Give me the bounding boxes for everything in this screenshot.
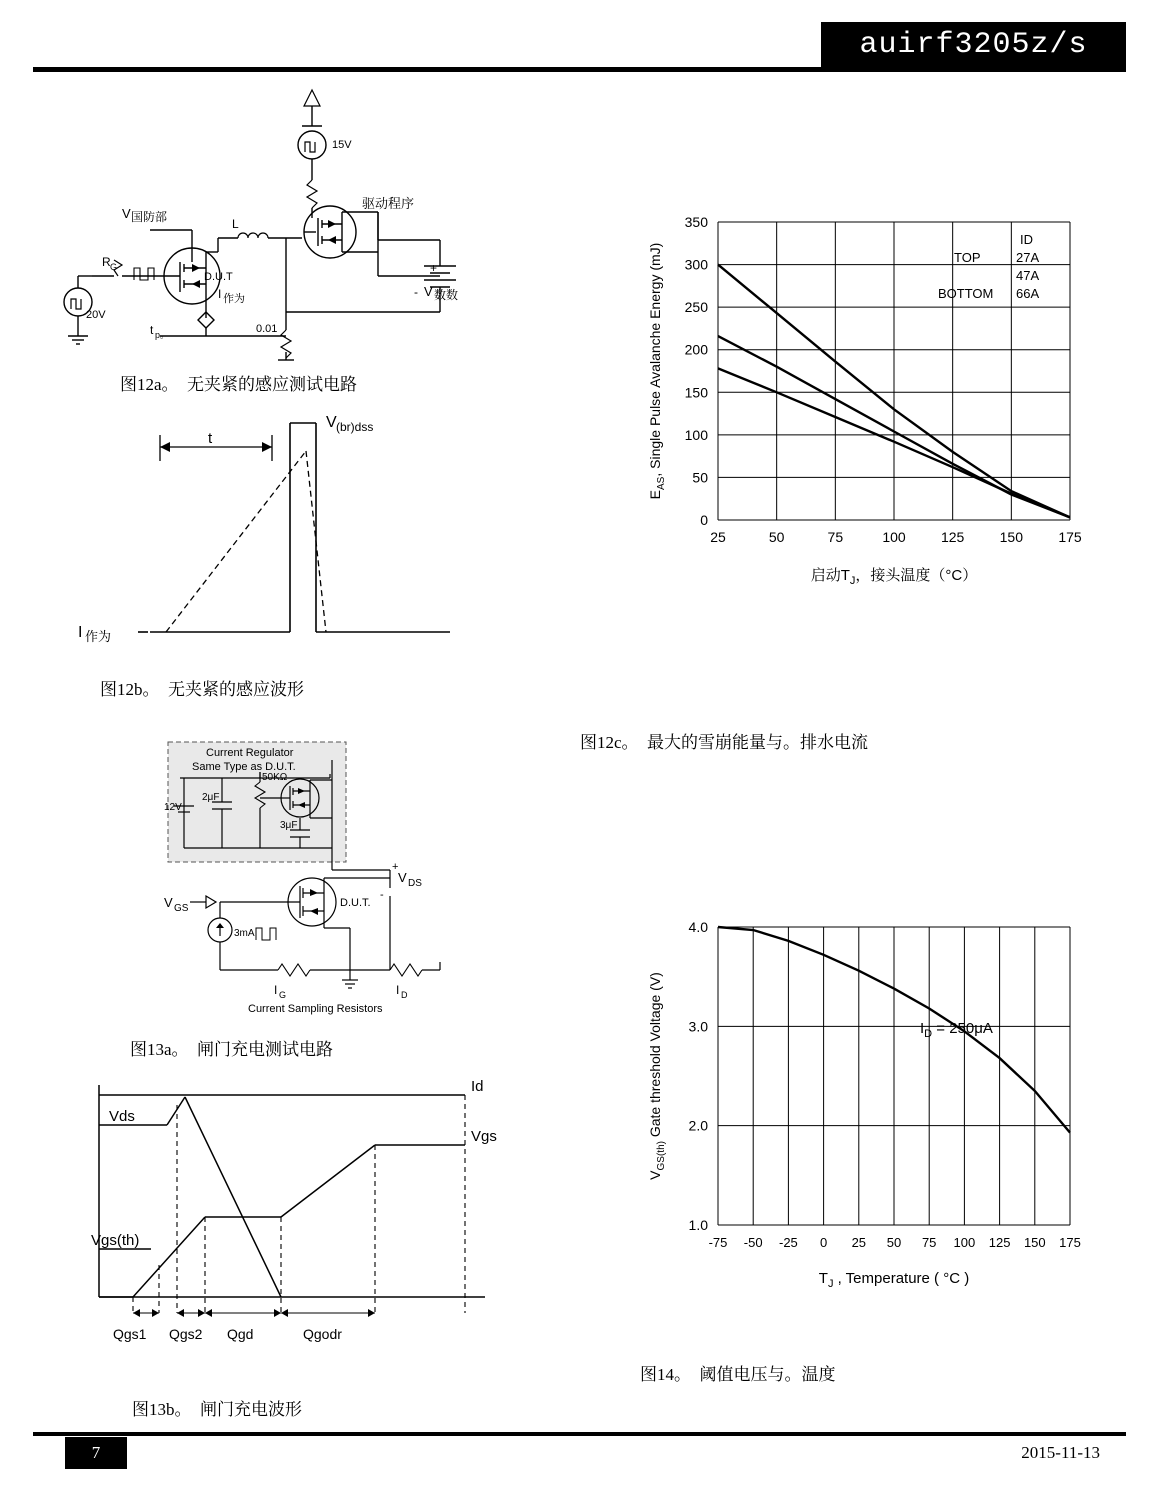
x-tick-label: 175	[1058, 529, 1082, 545]
y-tick-label: 50	[692, 469, 708, 486]
x-tick-label: -75	[708, 1235, 728, 1250]
y-tick-label: 1.0	[688, 1217, 708, 1233]
x-tick-label: 175	[1059, 1235, 1081, 1250]
label-dut2: D.U.T.	[340, 897, 371, 909]
label-dut: D.U.T	[204, 271, 233, 283]
x-tick-label: 100	[882, 529, 906, 545]
y-tick-label: 300	[684, 256, 708, 273]
label-id: I	[396, 983, 400, 997]
label-vdd2: V	[424, 284, 433, 299]
x-tick-label: 150	[1023, 1235, 1046, 1250]
label-id-sub: D	[401, 990, 408, 1000]
x-tick-label: 150	[999, 529, 1024, 545]
y-tick-label: 0	[700, 512, 708, 528]
label-sampling-resistors: Current Sampling Resistors	[248, 1003, 383, 1015]
legend-label-bottom: BOTTOM	[938, 286, 994, 301]
label-3uf: 3μF	[280, 820, 298, 831]
label-vgs-trace: Vgs	[471, 1128, 497, 1145]
figure-12b-waveform	[78, 405, 520, 645]
header-rule	[33, 67, 1126, 72]
label-20v: 20V	[86, 309, 106, 321]
label-same-type: Same Type as D.U.T.	[192, 761, 296, 773]
label-vbrdss-sub: (br)dss	[336, 420, 374, 434]
caption-fig13b-text: 图13b。 闸门充电波形	[132, 1400, 302, 1419]
caption-fig14-text: 图14。 阈值电压与。温度	[640, 1365, 836, 1384]
figure-13b-waveform	[85, 1075, 525, 1345]
label-ias-sub: 作为	[223, 293, 245, 305]
label-qgs1: Qgs1	[113, 1326, 147, 1342]
legend-value-mid: 47A	[1016, 268, 1040, 283]
x-tick-label: -50	[743, 1235, 763, 1250]
x-tick-label: 125	[988, 1235, 1011, 1250]
figure-12c-chart	[620, 200, 1090, 600]
page-number: 7	[91, 1443, 101, 1462]
label-vbrdss: V	[326, 414, 337, 431]
label-ias2: I	[78, 624, 83, 641]
legend-title: ID	[1020, 232, 1033, 247]
label-12v: 12V	[164, 802, 182, 813]
y-tick-label: 250	[684, 299, 708, 316]
caption-fig12c-text: 图12c。 最大的雪崩能量与。排水电流	[580, 733, 869, 752]
legend-value-top: 27A	[1016, 250, 1040, 265]
x-tick-label: 25	[851, 1235, 867, 1250]
label-15v: 15V	[332, 139, 352, 151]
label-shunt: 0.01	[256, 323, 278, 335]
caption-fig12a	[120, 370, 357, 395]
y-axis-title: $E_{AS}$, Single Pulse Avalanche Energy (mJ)	[647, 242, 667, 500]
figure-14-chart	[620, 905, 1090, 1305]
label-minus: -	[380, 889, 384, 901]
caption-fig12b	[100, 675, 304, 700]
x-tick-label: 0	[819, 1235, 828, 1250]
label-bat-minus: -	[414, 285, 418, 299]
chart-annotation: $I_D = 250\mu A$	[920, 1020, 993, 1040]
caption-fig13a-text: 图13a。 闸门充电测试电路	[130, 1040, 334, 1059]
x-tick-label: 75	[921, 1235, 937, 1250]
label-tp-sub2: 。	[160, 330, 170, 340]
x-tick-label: 100	[953, 1235, 976, 1250]
label-rg: R	[102, 255, 111, 269]
label-tp: t	[150, 323, 154, 337]
footer-date: 2015-11-13	[1021, 1443, 1100, 1462]
legend-value-bottom: 66A	[1016, 286, 1040, 301]
label-ig-sub: G	[279, 990, 287, 1000]
x-tick-label: -25	[779, 1235, 798, 1250]
label-rg-sub: G	[110, 262, 118, 272]
label-id-trace: Id	[471, 1078, 484, 1095]
label-50k: 50KΩ	[262, 772, 288, 783]
x-axis-title: $T_J$ , Temperature ( °C )	[818, 1270, 970, 1290]
label-vds: V	[398, 870, 407, 885]
y-tick-label: 4.0	[688, 919, 708, 935]
y-axis-title: $V_{GS(th)}$ Gate threshold Voltage (V)	[647, 972, 667, 1180]
label-qgd: Qgd	[227, 1326, 254, 1342]
label-2uf: 2μF	[202, 792, 220, 803]
footer-rule	[33, 1432, 1126, 1436]
label-t: t	[208, 430, 213, 447]
x-axis-title: 启动$T_J$，接头温度（°C）	[810, 567, 978, 587]
y-tick-label: 150	[684, 384, 708, 401]
caption-fig13a	[130, 1035, 333, 1060]
label-inductor: L	[232, 217, 239, 231]
y-tick-label: 3.0	[688, 1018, 708, 1035]
label-tp-sub: p	[155, 330, 161, 340]
label-vgs: V	[164, 895, 173, 910]
label-vds-sub: DS	[408, 878, 422, 889]
label-3ma: 3mA	[234, 928, 255, 939]
y-tick-label: 2.0	[688, 1117, 708, 1134]
label-bat-plus: +	[430, 261, 438, 275]
label-ig: I	[274, 983, 278, 997]
part-number: auirf3205z/s	[859, 28, 1088, 62]
label-vdd-sub: 国防部	[131, 210, 168, 224]
label-current-regulator: Current Regulator	[206, 747, 294, 759]
label-vgs-sub: GS	[174, 903, 189, 914]
y-tick-label: 200	[684, 341, 708, 358]
x-tick-label: 50	[886, 1235, 902, 1250]
y-tick-label: 100	[684, 426, 708, 443]
caption-fig14	[640, 1360, 836, 1385]
label-vdd2-sub: 数数	[434, 288, 459, 302]
x-tick-label: 25	[710, 529, 726, 545]
y-tick-label: 350	[684, 214, 708, 230]
label-vgsth-trace: Vgs(th)	[91, 1232, 140, 1249]
x-tick-label: 50	[768, 529, 785, 545]
caption-fig12b-text: 图12b。 无夹紧的感应波形	[100, 680, 304, 699]
label-plus: +	[392, 861, 399, 873]
caption-fig12c	[580, 728, 868, 753]
legend-label-top: TOP	[954, 250, 981, 265]
caption-fig13b	[132, 1395, 302, 1420]
figure-13a-circuit	[150, 730, 570, 1020]
x-tick-label: 125	[940, 529, 965, 545]
caption-fig12a-text: 图12a。 无夹紧的感应测试电路	[120, 375, 358, 394]
label-vdd: V	[122, 206, 131, 221]
label-qgodr: Qgodr	[303, 1326, 342, 1342]
label-vds-trace: Vds	[109, 1108, 135, 1125]
label-qgs2: Qgs2	[169, 1326, 203, 1342]
label-ias2-sub: 作为	[85, 629, 112, 644]
x-tick-label: 75	[827, 529, 844, 545]
label-ias: I	[218, 287, 222, 301]
label-driver: 驱动程序	[362, 196, 415, 211]
figure-12a-circuit	[40, 80, 600, 360]
